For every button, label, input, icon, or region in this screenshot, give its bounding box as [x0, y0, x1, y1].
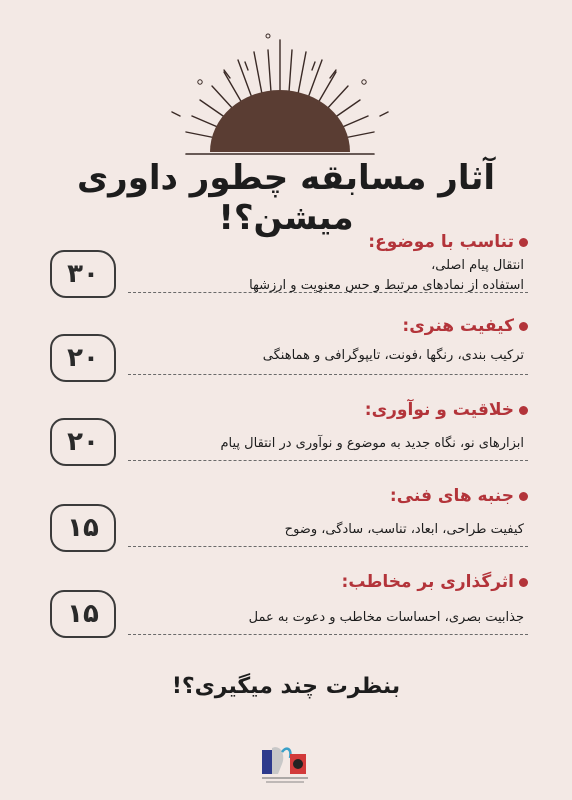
- score-badge: ۲۰: [50, 334, 116, 382]
- description-line: انتقال پیام اصلی،: [431, 258, 524, 273]
- score-badge: ۲۰: [50, 418, 116, 466]
- dashed-divider: [128, 546, 528, 547]
- bullet-icon: [519, 322, 528, 331]
- bullet-icon: [519, 578, 528, 587]
- criterion-description: [124, 520, 524, 540]
- score-badge: ۱۵: [50, 590, 116, 638]
- criterion-topic-relevance: [50, 232, 528, 322]
- criterion-title: تناسب با موضوع:: [368, 232, 528, 252]
- description-line: ترکیب بندی، رنگها ،فونت، تایپوگرافی و هماهنگی: [262, 348, 524, 363]
- dashed-divider: [128, 292, 528, 293]
- description-line: جذابیت بصری، احساسات مخاطب و دعوت به عمل: [248, 610, 524, 625]
- dashed-divider: [128, 374, 528, 375]
- criterion-description: [124, 256, 524, 296]
- description-line: کیفیت طراحی، ابعاد، تناسب، سادگی، وضوح: [284, 522, 524, 537]
- page-title: آثار مسابقه چطور داوری میشن؟!: [76, 158, 496, 238]
- bullet-icon: [519, 238, 528, 247]
- criterion-description: [124, 434, 524, 454]
- logo-icon: [256, 740, 316, 790]
- criterion-description: [124, 346, 524, 366]
- rising-sun-icon: [150, 30, 410, 162]
- closing-question: بنظرت چند میگیری؟!: [171, 674, 401, 699]
- score-badge: ۳۰: [50, 250, 116, 298]
- criterion-description: [124, 608, 524, 628]
- criterion-technical-aspects: [50, 486, 528, 576]
- criterion-title: اثرگذاری بر مخاطب:: [342, 572, 528, 592]
- dashed-divider: [128, 634, 528, 635]
- criterion-title: کیفیت هنری:: [402, 316, 528, 336]
- bullet-icon: [519, 406, 528, 415]
- description-line: استفاده از نمادهای مرتبط و حس معنویت و ارزشها: [249, 278, 524, 293]
- criterion-creativity: [50, 400, 528, 490]
- criterion-audience-impact: [50, 572, 528, 662]
- criterion-artistic-quality: [50, 316, 528, 406]
- dashed-divider: [128, 460, 528, 461]
- description-line: ابزارهای نو، نگاه جدید به موضوع و نوآوری در انتقال پیام: [220, 436, 524, 451]
- criterion-title: خلاقیت و نوآوری:: [365, 400, 528, 420]
- score-badge: ۱۵: [50, 504, 116, 552]
- criterion-title: جنبه های فنی:: [390, 486, 528, 506]
- bullet-icon: [519, 492, 528, 501]
